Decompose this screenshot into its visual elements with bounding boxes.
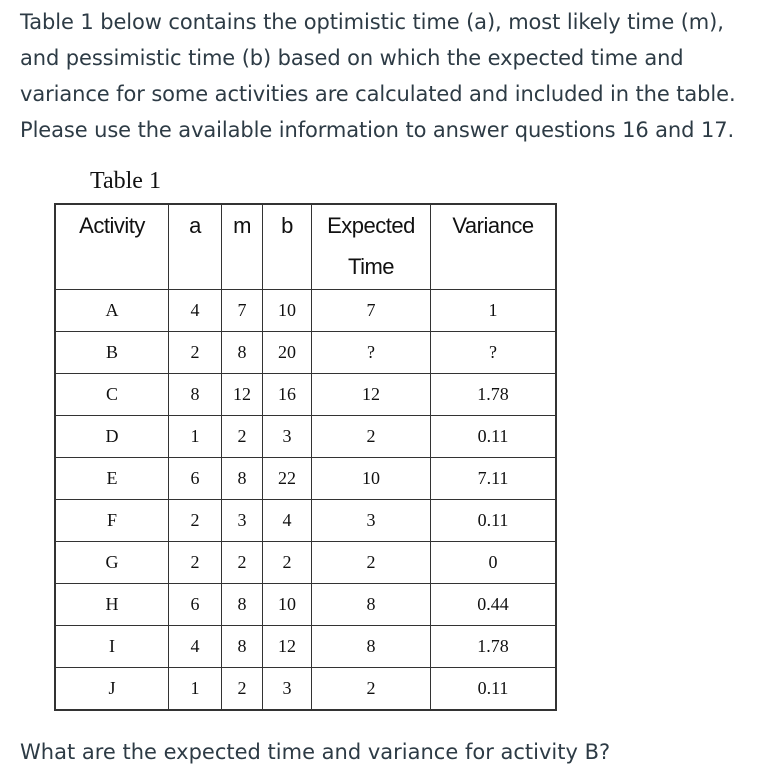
cell-a: 2	[169, 542, 222, 584]
cell-variance: 0.11	[431, 500, 557, 542]
cell-a: 6	[169, 584, 222, 626]
cell-variance: 7.11	[431, 458, 557, 500]
cell-a: 1	[169, 416, 222, 458]
cell-a: 6	[169, 458, 222, 500]
cell-activity: G	[55, 542, 169, 584]
header-m: m	[222, 204, 263, 290]
cell-variance: ?	[431, 332, 557, 374]
cell-activity: E	[55, 458, 169, 500]
cell-activity: C	[55, 374, 169, 416]
cell-b: 16	[263, 374, 312, 416]
cell-expected-time: 8	[312, 626, 431, 668]
cell-expected-time: 10	[312, 458, 431, 500]
question-text: What are the expected time and variance for activity B?	[20, 740, 611, 764]
cell-m: 8	[222, 584, 263, 626]
header-a: a	[169, 204, 222, 290]
cell-m: 8	[222, 458, 263, 500]
cell-variance: 1.78	[431, 374, 557, 416]
table-row	[55, 458, 556, 500]
cell-variance: 0.44	[431, 584, 557, 626]
cell-b: 22	[263, 458, 312, 500]
cell-variance: 0	[431, 542, 557, 584]
table-caption: Table 1	[90, 168, 161, 194]
cell-expected-time: 8	[312, 584, 431, 626]
cell-expected-time: 3	[312, 500, 431, 542]
cell-b: 4	[263, 500, 312, 542]
cell-activity: H	[55, 584, 169, 626]
cell-m: 3	[222, 500, 263, 542]
cell-b: 2	[263, 542, 312, 584]
table-row	[55, 626, 556, 668]
cell-m: 2	[222, 416, 263, 458]
cell-activity: F	[55, 500, 169, 542]
cell-m: 2	[222, 668, 263, 711]
cell-expected-time: 12	[312, 374, 431, 416]
table-row	[55, 500, 556, 542]
cell-b: 12	[263, 626, 312, 668]
activity-table	[54, 203, 557, 711]
cell-b: 10	[263, 584, 312, 626]
cell-m: 12	[222, 374, 263, 416]
cell-a: 2	[169, 332, 222, 374]
header-variance: Variance	[431, 204, 557, 290]
cell-expected-time: 7	[312, 290, 431, 332]
cell-variance: 1	[431, 290, 557, 332]
cell-a: 8	[169, 374, 222, 416]
cell-b: 10	[263, 290, 312, 332]
cell-expected-time: ?	[312, 332, 431, 374]
cell-b: 3	[263, 416, 312, 458]
cell-m: 7	[222, 290, 263, 332]
table-header-row	[55, 204, 556, 290]
cell-expected-time: 2	[312, 668, 431, 711]
table-row	[55, 374, 556, 416]
cell-m: 8	[222, 626, 263, 668]
cell-activity: D	[55, 416, 169, 458]
cell-variance: 1.78	[431, 626, 557, 668]
cell-activity: J	[55, 668, 169, 711]
table-row	[55, 290, 556, 332]
cell-m: 8	[222, 332, 263, 374]
cell-b: 3	[263, 668, 312, 711]
table-row	[55, 332, 556, 374]
cell-activity: A	[55, 290, 169, 332]
table-row	[55, 416, 556, 458]
cell-activity: B	[55, 332, 169, 374]
cell-a: 4	[169, 626, 222, 668]
cell-a: 2	[169, 500, 222, 542]
intro-paragraph: Table 1 below contains the optimistic time (a), most likely time (m), and pessimistic time (b) based on which the expected time and variance for some activities are calculated and included in the table. Please use the available information to answer questions 16 and 17.	[20, 10, 736, 142]
table-row	[55, 584, 556, 626]
header-b: b	[263, 204, 312, 290]
header-expected-time: Expected Time	[312, 204, 431, 290]
cell-expected-time: 2	[312, 542, 431, 584]
table-row	[55, 668, 556, 711]
cell-m: 2	[222, 542, 263, 584]
cell-variance: 0.11	[431, 416, 557, 458]
table-row	[55, 542, 556, 584]
header-activity: Activity	[55, 204, 169, 290]
cell-activity: I	[55, 626, 169, 668]
cell-expected-time: 2	[312, 416, 431, 458]
cell-a: 1	[169, 668, 222, 711]
cell-variance: 0.11	[431, 668, 557, 711]
cell-b: 20	[263, 332, 312, 374]
cell-a: 4	[169, 290, 222, 332]
